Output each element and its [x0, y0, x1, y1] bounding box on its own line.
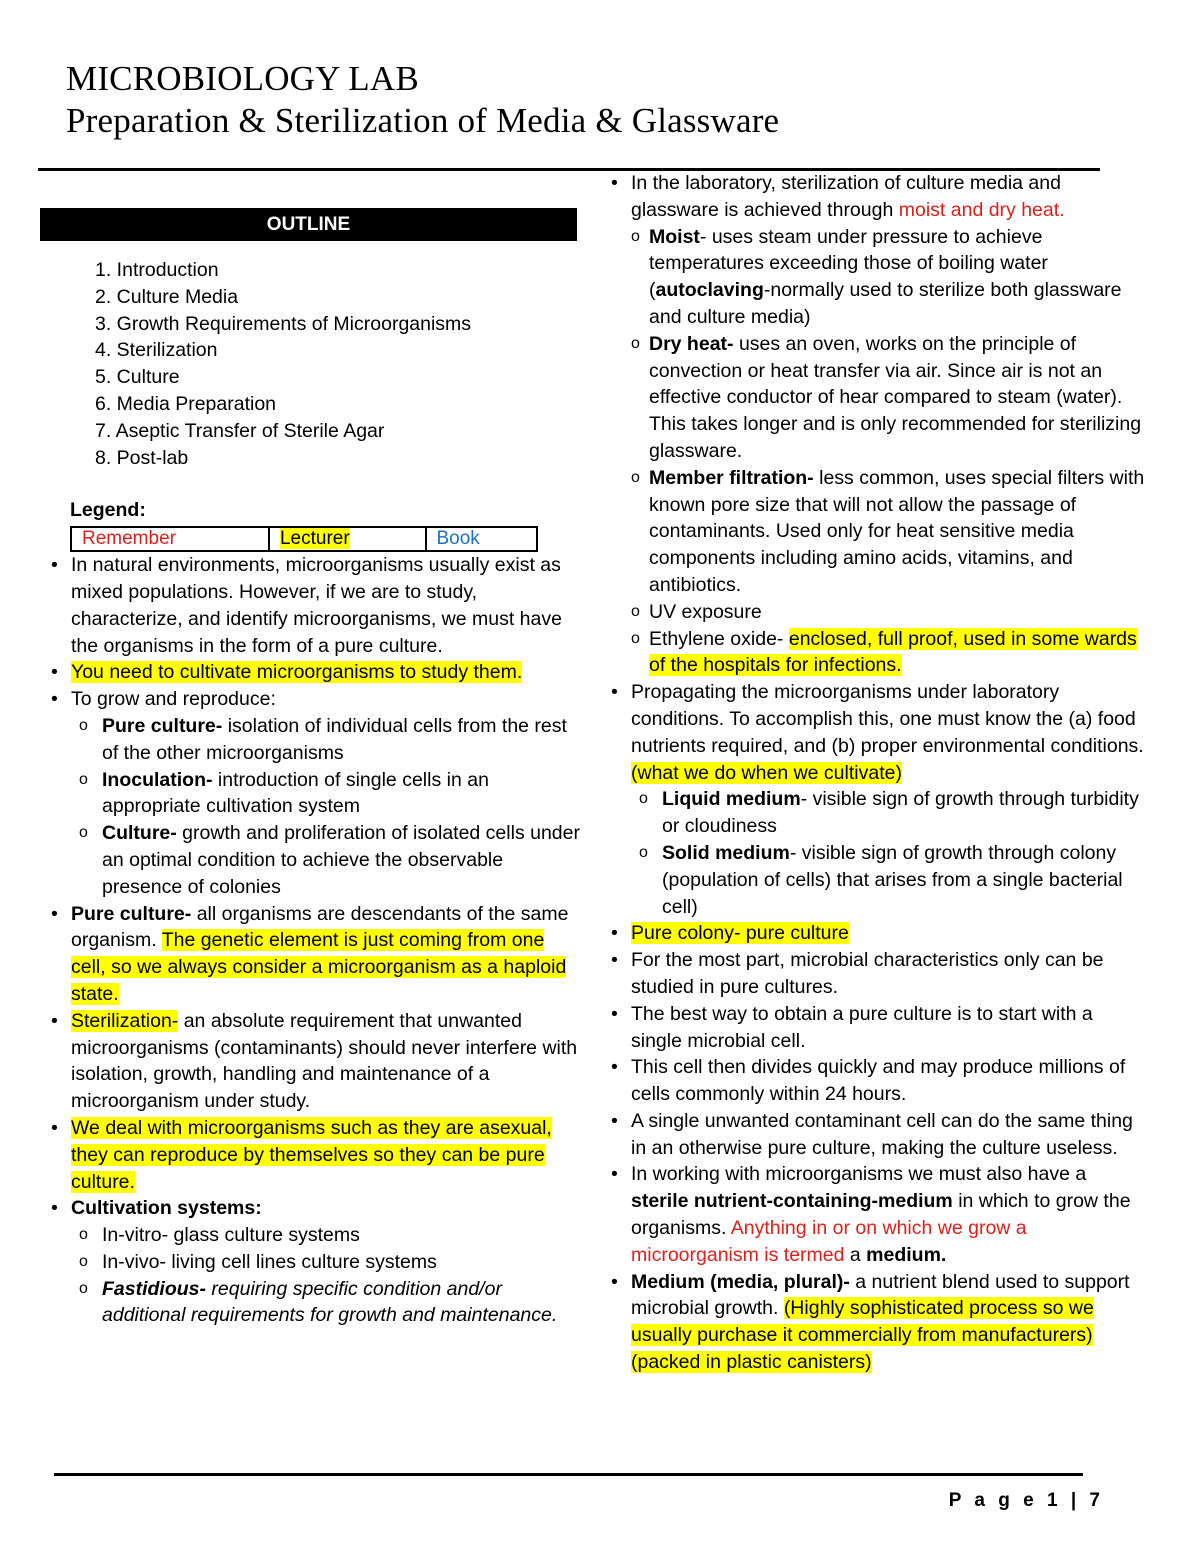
sub-list-item — [71, 1249, 580, 1276]
highlighted-text: enclosed, full proof, used in some wards of the hospitals for infections. — [649, 627, 1137, 677]
sub-list — [631, 786, 1145, 920]
term: sterile nutrient-containing-medium — [631, 1190, 953, 1213]
bullet-text: In natural environments, microorganisms usually exist as mixed populations. However, if we are to study, characterize, and identify microorganisms, we must have the organisms in the form of a pure culture. — [71, 554, 562, 657]
outline-item: 1. Introduction — [95, 259, 219, 281]
sub-text: In-vitro- glass culture systems — [102, 1224, 360, 1247]
outline-heading: OUTLINE — [40, 208, 577, 241]
sub-text: UV exposure — [649, 600, 762, 623]
highlighted-text: You need to cultivate microorganisms to study them. — [71, 661, 523, 684]
outline-list — [95, 257, 580, 471]
outline-item: 3. Growth Requirements of Microorganisms — [95, 312, 472, 335]
highlighted-text: We deal with microorganisms such as they are asexual, they can reproduce by themselves so they can be pure culture. — [71, 1116, 552, 1193]
definition-text: uses an oven, works on the principle of convection or heat transfer via air. Since air is not an effective conductor of hear compared to steam (water). This takes longer and is only recommended for sterilizing glassware. — [649, 332, 1142, 462]
list-item — [40, 1008, 580, 1115]
legend-table — [70, 526, 538, 552]
sub-list — [631, 224, 1145, 680]
list-item — [600, 1161, 1145, 1268]
outline-item: 2. Culture Media — [95, 285, 239, 308]
term: Inoculation- — [102, 768, 213, 791]
sub-list-item — [631, 465, 1145, 599]
list-item — [40, 1115, 580, 1195]
highlighted-text: (Highly sophisticated process so we usually purchase it commercially from manufacturers) (packed in plastic canisters) — [631, 1297, 1094, 1374]
bullet-text: This cell then divides quickly and may produce millions of cells commonly within 24 hours. — [631, 1056, 1126, 1106]
definition-text: less common, uses special filters with known pore size that will not allow the passage of contaminants. Used only for heat sensitive media components including amino acids, vitamins, and antibiotics. — [649, 466, 1145, 596]
list-item — [600, 1001, 1145, 1055]
definition-text: a nutrient blend used to support microbial growth. — [631, 1270, 1130, 1320]
right-column — [600, 170, 1145, 1376]
definition-text: requiring specific condition and/or additional requirements for growth and maintenance. — [102, 1277, 558, 1327]
term: Pure culture- — [71, 902, 192, 925]
sub-text: Ethylene oxide- — [649, 627, 789, 650]
outline-item: 6. Media Preparation — [95, 392, 277, 415]
sub-text: In-vivo- living cell lines culture systems — [102, 1250, 437, 1273]
sub-list-item — [631, 626, 1145, 680]
outline-item: 8. Post-lab — [95, 446, 189, 469]
sub-list-item — [631, 224, 1145, 331]
bullet-text: a — [844, 1243, 867, 1266]
sub-list — [71, 713, 580, 901]
definition-text: - visible sign of growth through turbidity or cloudiness — [662, 788, 1139, 838]
sub-list-item — [631, 599, 1145, 626]
term: Moist — [649, 225, 700, 248]
outline-item: 7. Aseptic Transfer of Sterile Agar — [95, 419, 385, 442]
definition-text: growth and proliferation of isolated cells under an optimal condition to achieve the observable presence of colonies — [102, 822, 580, 898]
bullet-text: A single unwanted contaminant cell can do the same thing in an otherwise pure culture, making the culture useless. — [631, 1109, 1133, 1159]
left-bullet-list — [40, 552, 580, 1329]
legend-lecturer-cell — [269, 527, 426, 551]
term: Dry heat- — [649, 332, 734, 355]
list-item — [600, 1054, 1145, 1108]
bullet-text: To grow and reproduce: — [71, 688, 276, 711]
definition-text: all organisms are descendants of the same organism. — [71, 902, 569, 952]
list-item — [40, 552, 580, 659]
bullet-text: In working with microorganisms we must also have a — [631, 1163, 1087, 1186]
legend-title: Legend: — [70, 499, 146, 522]
outline-item: 5. Culture — [95, 366, 180, 389]
outline-item: 4. Sterilization — [95, 339, 218, 362]
list-item — [600, 920, 1145, 947]
sub-list-item — [71, 1222, 580, 1249]
term: Fastidious- — [102, 1277, 207, 1300]
highlighted-text: (what we do when we cultivate) — [631, 761, 902, 784]
bullet-text: Propagating the microorganisms under laboratory conditions. To accomplish this, one must know the (a) food nutrients required, and (b) proper environmental conditions. — [631, 681, 1144, 757]
term: Pure culture- — [102, 714, 223, 737]
sub-list-item — [631, 840, 1145, 920]
term: Cultivation systems: — [71, 1197, 262, 1220]
sub-list-item — [71, 1276, 580, 1330]
list-item — [600, 947, 1145, 1001]
list-item — [600, 1108, 1145, 1162]
bullet-text: The best way to obtain a pure culture is to start with a single microbial cell. — [631, 1002, 1093, 1052]
bullet-text: For the most part, microbial characteristics only can be studied in pure cultures. — [631, 949, 1104, 998]
sub-list-item — [71, 767, 580, 821]
highlighted-text: The genetic element is just coming from one cell, so we always consider a microorganism as a haploid state. — [71, 929, 567, 1005]
definition-text: - visible sign of growth through colony (population of cells) that arises from a single bacterial cell) — [662, 841, 1123, 918]
highlighted-text: Sterilization- — [71, 1009, 179, 1032]
term: medium. — [866, 1243, 947, 1266]
list-item — [40, 1195, 580, 1329]
sub-list-item — [631, 331, 1145, 465]
list-item — [600, 1269, 1145, 1376]
term: Solid medium — [662, 841, 790, 864]
list-item — [40, 901, 580, 1008]
sub-list — [71, 1222, 580, 1329]
title-line-1: MICROBIOLOGY LAB — [66, 59, 419, 98]
page-number: P a g e 1 | 7 — [948, 1490, 1104, 1511]
definition-text: an absolute requirement that unwanted microorganisms (contaminants) should never interfere with isolation, growth, handling and maintenance of a microorganism under study. — [71, 1009, 578, 1113]
definition-text: - uses steam under pressure to achieve temperatures exceeding those of boiling water ( — [649, 225, 1048, 302]
sub-list-item — [71, 713, 580, 767]
term: Culture- — [102, 822, 177, 845]
sub-list-item — [631, 786, 1145, 840]
list-item — [600, 170, 1145, 679]
list-item — [40, 659, 580, 686]
document-title — [66, 58, 779, 142]
legend-book: Book — [426, 527, 538, 551]
highlighted-text: Pure colony- pure culture — [631, 922, 849, 945]
remember-text: moist and dry heat. — [898, 198, 1065, 221]
definition-text: introduction of single cells in an appropriate cultivation system — [102, 768, 489, 818]
bullet-text: in which to grow the organisms. — [631, 1190, 1131, 1240]
term: Member filtration- — [649, 466, 814, 489]
title-line-2: Preparation & Sterilization of Media & Glassware — [66, 101, 780, 140]
list-item — [600, 679, 1145, 920]
legend-lecturer: Lecturer — [279, 528, 350, 550]
remember-text: Anything in or on which we grow a microorganism is termed — [631, 1217, 1027, 1266]
bottom-divider — [54, 1473, 1083, 1476]
left-column — [40, 170, 580, 1329]
term: autoclaving — [655, 279, 764, 302]
bullet-text: In the laboratory, sterilization of culture media and glassware is achieved through — [631, 172, 1061, 221]
right-bullet-list — [600, 170, 1145, 1376]
sub-list-item — [71, 820, 580, 900]
term: Liquid medium — [662, 788, 801, 811]
term: Medium (media, plural)- — [631, 1270, 850, 1293]
list-item — [40, 686, 580, 900]
definition-text: isolation of individual cells from the rest of the other microorganisms — [102, 714, 567, 764]
legend-remember: Remember — [71, 527, 269, 551]
definition-text: -normally used to sterilize both glassware and culture media) — [649, 279, 1122, 328]
